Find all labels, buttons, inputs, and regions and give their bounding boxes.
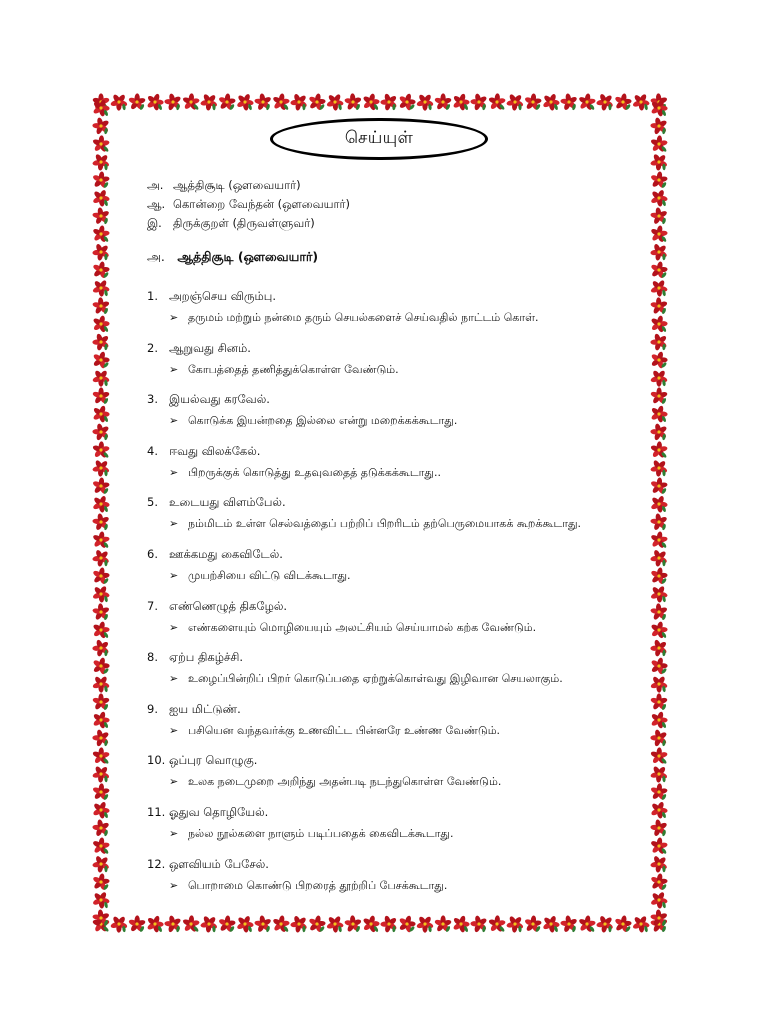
flower-ornament (92, 711, 109, 729)
verse-explanation: உழைப்பின்றிப் பிறர் கொடுப்பதை ஏற்றுக்கொள்வது இழிவான செயலாகும். (188, 672, 563, 686)
flower-ornament (650, 423, 667, 441)
flower-ornament (308, 93, 326, 111)
flower-ornament (650, 567, 668, 585)
flower-ornament (650, 675, 668, 692)
flower-ornament (506, 915, 524, 933)
flower-ornament (650, 873, 668, 891)
flower-ornament (650, 477, 668, 495)
flower-ornament (578, 93, 596, 111)
verse-line: இயல்வது கரவேல். (169, 392, 270, 407)
arrow-bullet-icon: ➢ (169, 311, 179, 324)
flower-ornament (92, 819, 110, 837)
flower-ornament (650, 837, 668, 855)
flower-ornament (650, 909, 668, 927)
flower-ornament (416, 94, 434, 111)
flower-ornament (92, 675, 110, 692)
flower-ornament (650, 315, 667, 333)
flower-ornament (560, 915, 578, 933)
flower-ornament (560, 93, 578, 111)
flower-ornament (92, 261, 110, 279)
flower-ornament (542, 915, 560, 933)
toc-marker: ஆ. (147, 197, 166, 211)
arrow-bullet-icon: ➢ (169, 362, 179, 376)
flower-ornament (92, 279, 110, 297)
flower-ornament (92, 225, 110, 243)
verse-item (147, 803, 647, 855)
section-title: ஆத்திசூடி (ஔவையார்) (177, 249, 319, 264)
verse-number: 1. (147, 289, 158, 303)
flower-ornament (650, 585, 668, 603)
flower-ornament (92, 513, 110, 531)
flower-ornament (326, 915, 344, 933)
flower-ornament (92, 441, 110, 458)
verse-number: 7. (147, 598, 158, 613)
verse-item (147, 493, 647, 545)
flower-ornament (650, 441, 668, 458)
flower-ornament (236, 915, 254, 933)
flower-ornament (650, 405, 667, 423)
toc-item (147, 214, 350, 233)
flower-ornament (92, 567, 110, 585)
verse-item (147, 339, 647, 391)
flower-ornament (92, 459, 110, 477)
flower-ornament (92, 171, 110, 189)
arrow-bullet-icon: ➢ (169, 672, 179, 686)
flower-ornament (650, 297, 668, 314)
flower-ornament (182, 915, 200, 933)
flower-ornament (92, 405, 109, 423)
flower-ornament (650, 729, 667, 747)
flower-ornament (650, 549, 668, 567)
flower-ornament (470, 93, 487, 111)
flower-ornament (650, 189, 668, 207)
flower-ornament (92, 657, 109, 675)
flower-ornament (650, 333, 667, 351)
flower-ornament (92, 189, 110, 207)
verse-explanation: தருமம் மற்றும் நன்மை தரும் செயல்களைச் செய்வதில் நாட்டம் கொள். (188, 311, 539, 324)
flower-ornament (92, 477, 110, 495)
flower-ornament (146, 93, 163, 111)
flower-ornament (218, 915, 236, 933)
verse-line: ஆறுவது சினம். (169, 340, 251, 355)
flower-ornament (650, 693, 668, 710)
arrow-bullet-icon: ➢ (169, 517, 179, 531)
flower-ornament (650, 135, 668, 153)
flower-ornament (92, 891, 110, 909)
flower-ornament (650, 261, 668, 279)
flower-ornament (488, 915, 506, 932)
flower-ornament (92, 243, 110, 261)
arrow-bullet-icon: ➢ (169, 568, 179, 582)
verse-item (147, 648, 647, 700)
flower-ornament (596, 915, 614, 933)
verse-line: ஈவது விலக்கேல். (169, 443, 261, 458)
toc-text: கொன்றை வேந்தன் (ஔவையார்) (173, 197, 351, 211)
toc-marker: அ. (147, 178, 164, 192)
verse-line: ஐய மிட்டுண். (169, 701, 241, 716)
flower-ornament (254, 93, 272, 111)
flower-ornament (650, 765, 668, 782)
flower-ornament (110, 915, 128, 932)
flower-ornament (92, 370, 110, 387)
verse-line: எண்ணெழுத் திகழேல். (169, 598, 288, 613)
flower-ornament (128, 93, 146, 110)
floral-border-left (92, 93, 110, 933)
verse-explanation: முயற்சியை விட்டு விடக்கூடாது. (188, 568, 351, 582)
arrow-bullet-icon: ➢ (169, 878, 179, 892)
arrow-bullet-icon: ➢ (169, 465, 179, 479)
flower-ornament (326, 93, 344, 111)
verse-line: அறஞ்செய விரும்பு. (169, 289, 277, 303)
flower-ornament (92, 297, 110, 314)
flower-ornament (92, 333, 109, 351)
flower-ornament (398, 93, 415, 111)
flower-ornament (650, 657, 667, 675)
flower-ornament (542, 93, 560, 111)
verse-item (147, 442, 647, 494)
flower-ornament (524, 915, 542, 933)
flower-ornament (380, 93, 397, 111)
page-title: செய்யுள் (344, 128, 414, 148)
section-marker: அ. (147, 249, 165, 264)
verse-explanation: எண்களையும் மொழியையும் அலட்சியம் செய்யாமல் கற்க வேண்டும். (188, 620, 537, 634)
verse-item (147, 855, 647, 907)
flower-ornament (182, 93, 200, 111)
verse-line: ஔவியம் பேசேல். (169, 856, 269, 871)
flower-ornament (92, 855, 110, 873)
flower-ornament (416, 916, 434, 933)
flower-ornament (452, 915, 469, 933)
flower-ornament (92, 495, 110, 513)
verse-line: ஓதுவ தொழியேல். (169, 804, 269, 819)
flower-ornament (92, 909, 110, 927)
flower-ornament (344, 93, 362, 110)
verse-number: 11. (147, 804, 166, 819)
flower-ornament (650, 891, 668, 909)
verse-explanation: உலக நடைமுறை அறிந்து அதன்படி நடந்துகொள்ள வேண்டும். (188, 775, 502, 789)
arrow-bullet-icon: ➢ (169, 414, 179, 428)
toc-item (147, 176, 350, 195)
flower-ornament (650, 531, 668, 549)
flower-ornament (92, 639, 109, 657)
verse-number: 12. (147, 856, 166, 871)
flower-ornament (650, 370, 668, 387)
flower-ornament (200, 93, 218, 111)
flower-ornament (272, 93, 290, 111)
flower-ornament (146, 915, 163, 933)
flower-ornament (650, 495, 668, 513)
flower-ornament (92, 873, 110, 891)
flower-ornament (92, 207, 110, 225)
flower-ornament (650, 387, 668, 404)
flower-ornament (650, 603, 668, 621)
flower-ornament (650, 99, 667, 117)
flower-ornament (92, 621, 109, 639)
flower-ornament (650, 639, 667, 657)
flower-ornament (452, 93, 469, 111)
floral-border-right (650, 93, 668, 933)
flower-ornament (632, 93, 650, 111)
flower-ornament (614, 93, 632, 111)
verse-item (147, 287, 647, 339)
verse-number: 2. (147, 340, 158, 355)
verse-item (147, 545, 647, 597)
flower-ornament (650, 171, 668, 189)
verse-explanation: நல்ல நூல்களை நாளும் படிப்பதைக் கைவிடக்கூடாது. (188, 826, 454, 840)
verse-item (147, 751, 647, 803)
flower-ornament (92, 603, 110, 621)
flower-ornament (506, 93, 524, 111)
flower-ornament (200, 915, 218, 933)
flower-ornament (92, 153, 110, 171)
flower-ornament (92, 423, 109, 441)
flower-ornament (92, 99, 109, 117)
flower-ornament (92, 351, 109, 369)
floral-border-top (92, 93, 668, 111)
verse-item (147, 700, 647, 752)
toc-text: திருக்குறள் (திருவள்ளுவர்) (173, 216, 315, 230)
flower-ornament (380, 915, 397, 933)
flower-ornament (650, 855, 668, 873)
flower-ornament (92, 531, 110, 549)
flower-ornament (254, 915, 272, 933)
arrow-bullet-icon: ➢ (169, 723, 179, 737)
flower-ornament (92, 765, 110, 782)
flower-ornament (92, 837, 110, 855)
flower-ornament (650, 459, 668, 477)
title-oval (270, 118, 488, 160)
flower-ornament (92, 801, 110, 819)
flower-ornament (344, 915, 362, 932)
verse-explanation: கோபத்தைத் தணித்துக்கொள்ள வேண்டும். (188, 362, 399, 376)
flower-ornament (398, 915, 415, 933)
flower-ornament (218, 93, 236, 111)
flower-ornament (92, 729, 109, 747)
flower-ornament (650, 783, 668, 801)
verse-explanation: நம்மிடம் உள்ள செல்வத்தைப் பற்றிப் பிறரிடம் தற்பெருமையாகக் கூறக்கூடாது. (188, 517, 581, 531)
arrow-bullet-icon: ➢ (169, 826, 179, 840)
flower-ornament (488, 93, 506, 110)
flower-ornament (596, 93, 614, 111)
flower-ornament (650, 351, 667, 369)
flower-ornament (650, 207, 668, 225)
flower-ornament (650, 225, 668, 243)
flower-ornament (290, 915, 308, 933)
table-of-contents (147, 176, 350, 233)
flower-ornament (650, 711, 667, 729)
toc-text: ஆத்திசூடி (ஔவையார்) (173, 178, 301, 192)
toc-marker: இ. (147, 216, 162, 230)
verse-number: 9. (147, 701, 158, 716)
flower-ornament (110, 93, 128, 110)
flower-ornament (650, 801, 668, 819)
verse-number: 8. (147, 650, 158, 665)
flower-ornament (272, 915, 290, 933)
verse-explanation: கொடுக்க இயன்றதை இல்லை என்று மறைக்கக்கூடாது. (188, 414, 458, 428)
flower-ornament (92, 783, 110, 801)
verse-number: 4. (147, 443, 158, 458)
flower-ornament (650, 819, 668, 837)
flower-ornament (92, 747, 110, 764)
verse-number: 6. (147, 546, 158, 561)
verse-explanation: பசியென வந்தவர்க்கு உணவிட்ட பின்னரே உண்ண வேண்டும். (188, 723, 501, 737)
verse-number: 3. (147, 392, 158, 407)
verse-list (147, 287, 647, 906)
verse-line: ஊக்கமது கைவிடேல். (169, 546, 283, 561)
floral-border-bottom (92, 915, 668, 933)
flower-ornament (470, 915, 487, 933)
flower-ornament (92, 387, 110, 404)
flower-ornament (650, 747, 668, 764)
flower-ornament (650, 621, 667, 639)
flower-ornament (434, 93, 452, 110)
flower-ornament (650, 243, 668, 261)
verse-number: 5. (147, 495, 158, 510)
flower-ornament (308, 915, 326, 933)
toc-item (147, 195, 350, 214)
verse-number: 10. (147, 753, 166, 768)
section-heading (147, 249, 318, 266)
verse-item (147, 597, 647, 649)
arrow-bullet-icon: ➢ (169, 775, 179, 789)
flower-ornament (632, 915, 650, 933)
flower-ornament (164, 93, 181, 111)
flower-ornament (128, 915, 146, 932)
flower-ornament (92, 315, 109, 333)
flower-ornament (650, 117, 667, 135)
flower-ornament (92, 135, 110, 153)
flower-ornament (92, 693, 110, 710)
flower-ornament (578, 915, 596, 933)
flower-ornament (524, 93, 542, 111)
flower-ornament (614, 915, 632, 933)
verse-explanation: பொறாமை கொண்டு பிறரைத் தூற்றிப் பேசக்கூடாது. (188, 878, 448, 892)
flower-ornament (92, 549, 110, 567)
flower-ornament (92, 585, 110, 603)
flower-ornament (290, 93, 308, 111)
arrow-bullet-icon: ➢ (169, 620, 179, 634)
verse-line: உடையது விளம்பேல். (169, 495, 286, 510)
verse-line: ஏற்ப திகழ்ச்சி. (169, 650, 244, 665)
flower-ornament (92, 117, 109, 135)
flower-ornament (650, 513, 668, 531)
verse-line: ஒப்புர வொழுகு. (169, 753, 258, 768)
verse-item (147, 390, 647, 442)
flower-ornament (362, 915, 379, 933)
flower-ornament (236, 93, 254, 111)
flower-ornament (650, 153, 668, 171)
flower-ornament (650, 279, 668, 297)
flower-ornament (434, 915, 452, 932)
flower-ornament (362, 93, 379, 111)
verse-explanation: பிறருக்குக் கொடுத்து உதவுவதைத் தடுக்கக்கூடாது.. (188, 465, 441, 479)
flower-ornament (164, 915, 181, 933)
